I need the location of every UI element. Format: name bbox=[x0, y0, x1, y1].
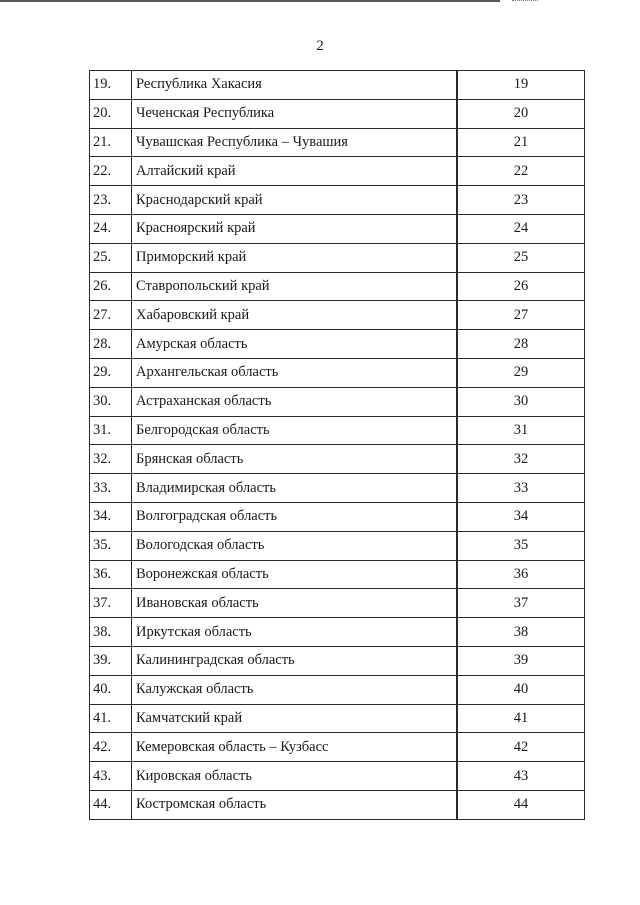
table-row bbox=[90, 186, 585, 215]
region-name: Чеченская Республика bbox=[132, 99, 458, 128]
region-code: 37 bbox=[457, 589, 585, 618]
region-code: 26 bbox=[457, 272, 585, 301]
region-code: 33 bbox=[457, 474, 585, 503]
row-number: 27. bbox=[90, 301, 132, 330]
region-name: Приморский край bbox=[132, 243, 458, 272]
region-name: Республика Хакасия bbox=[132, 71, 458, 100]
table-row bbox=[90, 445, 585, 474]
region-name: Ивановская область bbox=[132, 589, 458, 618]
table-row bbox=[90, 733, 585, 762]
region-name: Камчатский край bbox=[132, 704, 458, 733]
table-row bbox=[90, 704, 585, 733]
region-code: 21 bbox=[457, 128, 585, 157]
region-name: Архангельская область bbox=[132, 358, 458, 387]
region-code: 23 bbox=[457, 186, 585, 215]
table-row bbox=[90, 618, 585, 647]
region-name: Воронежская область bbox=[132, 560, 458, 589]
row-number: 34. bbox=[90, 502, 132, 531]
region-code: 19 bbox=[457, 71, 585, 100]
table-row bbox=[90, 416, 585, 445]
table-row bbox=[90, 675, 585, 704]
row-number: 26. bbox=[90, 272, 132, 301]
region-code: 31 bbox=[457, 416, 585, 445]
row-number: 31. bbox=[90, 416, 132, 445]
region-name: Амурская область bbox=[132, 330, 458, 359]
region-name: Костромская область bbox=[132, 790, 458, 819]
region-name: Астраханская область bbox=[132, 387, 458, 416]
row-number: 20. bbox=[90, 99, 132, 128]
page-number: 2 bbox=[316, 38, 324, 54]
table-row bbox=[90, 790, 585, 819]
row-number: 35. bbox=[90, 531, 132, 560]
table-row bbox=[90, 330, 585, 359]
table-row bbox=[90, 358, 585, 387]
row-number: 32. bbox=[90, 445, 132, 474]
region-name: Владимирская область bbox=[132, 474, 458, 503]
table-row bbox=[90, 71, 585, 100]
table-row bbox=[90, 474, 585, 503]
table-row bbox=[90, 99, 585, 128]
row-number: 28. bbox=[90, 330, 132, 359]
row-number: 25. bbox=[90, 243, 132, 272]
region-name: Волгоградская область bbox=[132, 502, 458, 531]
region-name: Красноярский край bbox=[132, 214, 458, 243]
table-row bbox=[90, 214, 585, 243]
row-number: 19. bbox=[90, 71, 132, 100]
table-row bbox=[90, 589, 585, 618]
region-code: 41 bbox=[457, 704, 585, 733]
region-code: 27 bbox=[457, 301, 585, 330]
region-name: Кировская область bbox=[132, 762, 458, 791]
region-code: 34 bbox=[457, 502, 585, 531]
row-number: 29. bbox=[90, 358, 132, 387]
region-code: 44 bbox=[457, 790, 585, 819]
row-number: 43. bbox=[90, 762, 132, 791]
region-name: Кемеровская область – Кузбасс bbox=[132, 733, 458, 762]
table-row bbox=[90, 646, 585, 675]
table-row bbox=[90, 128, 585, 157]
region-code: 25 bbox=[457, 243, 585, 272]
row-number: 37. bbox=[90, 589, 132, 618]
row-number: 44. bbox=[90, 790, 132, 819]
table-row bbox=[90, 272, 585, 301]
region-code: 35 bbox=[457, 531, 585, 560]
region-name: Алтайский край bbox=[132, 157, 458, 186]
region-name: Калининградская область bbox=[132, 646, 458, 675]
regions-table-body bbox=[90, 71, 585, 820]
regions-table bbox=[89, 70, 585, 820]
row-number: 22. bbox=[90, 157, 132, 186]
region-code: 36 bbox=[457, 560, 585, 589]
region-name: Вологодская область bbox=[132, 531, 458, 560]
row-number: 42. bbox=[90, 733, 132, 762]
top-scan-rule bbox=[0, 0, 500, 2]
table-row bbox=[90, 387, 585, 416]
region-name: Иркутская область bbox=[132, 618, 458, 647]
row-number: 30. bbox=[90, 387, 132, 416]
row-number: 41. bbox=[90, 704, 132, 733]
region-code: 20 bbox=[457, 99, 585, 128]
row-number: 23. bbox=[90, 186, 132, 215]
top-scan-dash bbox=[512, 0, 538, 2]
table-row bbox=[90, 243, 585, 272]
region-code: 29 bbox=[457, 358, 585, 387]
row-number: 24. bbox=[90, 214, 132, 243]
table-row bbox=[90, 301, 585, 330]
region-name: Ставропольский край bbox=[132, 272, 458, 301]
region-code: 42 bbox=[457, 733, 585, 762]
row-number: 38. bbox=[90, 618, 132, 647]
row-number: 36. bbox=[90, 560, 132, 589]
region-code: 38 bbox=[457, 618, 585, 647]
region-code: 24 bbox=[457, 214, 585, 243]
region-code: 30 bbox=[457, 387, 585, 416]
row-number: 21. bbox=[90, 128, 132, 157]
region-code: 43 bbox=[457, 762, 585, 791]
region-name: Краснодарский край bbox=[132, 186, 458, 215]
row-number: 33. bbox=[90, 474, 132, 503]
row-number: 39. bbox=[90, 646, 132, 675]
row-number: 40. bbox=[90, 675, 132, 704]
region-code: 32 bbox=[457, 445, 585, 474]
region-name: Хабаровский край bbox=[132, 301, 458, 330]
region-code: 39 bbox=[457, 646, 585, 675]
table-row bbox=[90, 502, 585, 531]
region-code: 40 bbox=[457, 675, 585, 704]
region-code: 22 bbox=[457, 157, 585, 186]
table-row bbox=[90, 531, 585, 560]
region-name: Брянская область bbox=[132, 445, 458, 474]
region-code: 28 bbox=[457, 330, 585, 359]
region-name: Чувашская Республика – Чувашия bbox=[132, 128, 458, 157]
table-row bbox=[90, 157, 585, 186]
table-row bbox=[90, 762, 585, 791]
region-name: Белгородская область bbox=[132, 416, 458, 445]
table-row bbox=[90, 560, 585, 589]
region-name: Калужская область bbox=[132, 675, 458, 704]
